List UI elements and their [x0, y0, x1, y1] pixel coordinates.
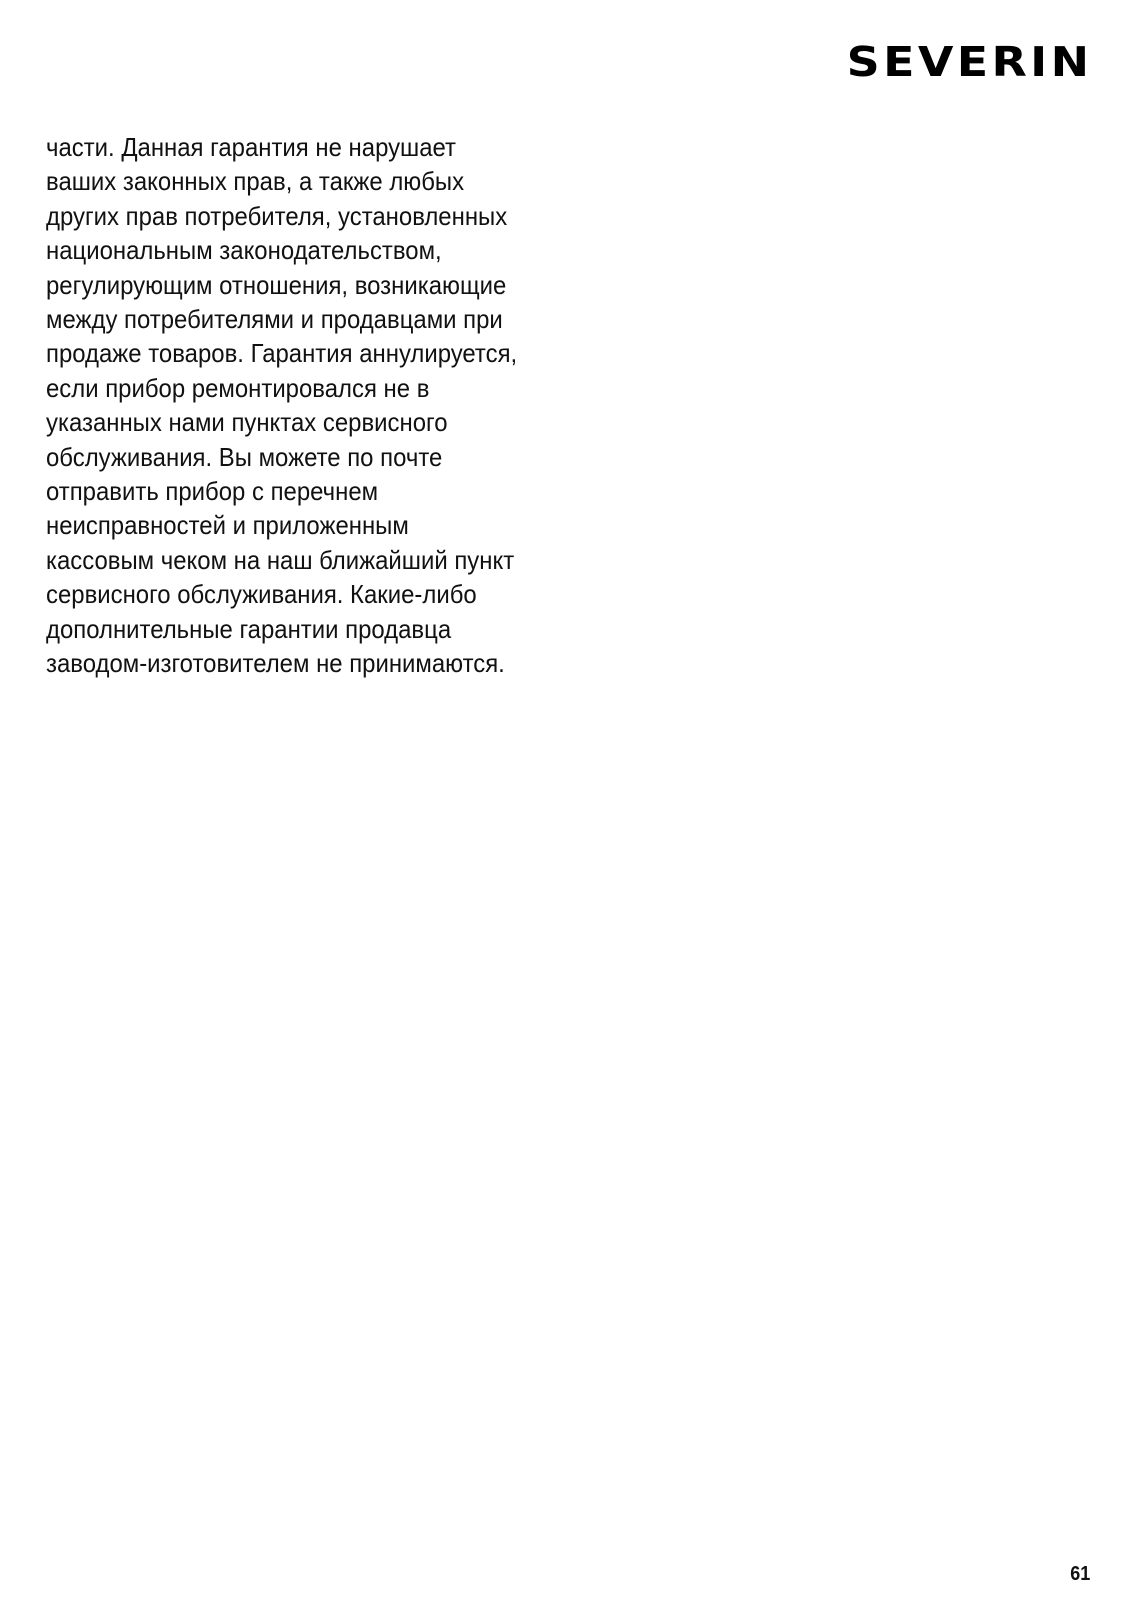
text-line: заводом-изготовителем не принимаются.	[46, 648, 505, 679]
warranty-text-column	[46, 130, 606, 681]
text-line: обслуживания. Вы можете по почте	[46, 441, 443, 472]
text-line: указанных нами пунктах сервисного	[46, 407, 448, 438]
text-line: дополнительные гарантии продавца	[46, 613, 452, 644]
text-line: части. Данная гарантия не нарушает	[46, 132, 457, 162]
text-line: если прибор ремонтировался не в	[46, 372, 430, 403]
text-line: продаже товаров. Гарантия аннулируется,	[46, 338, 518, 369]
text-line: других прав потребителя, установленных	[46, 200, 508, 231]
text-line: неисправностей и приложенным	[46, 510, 409, 541]
text-line: кассовым чеком на наш ближайший пункт	[46, 544, 515, 575]
page-number: 61	[1069, 1563, 1090, 1585]
text-line: отправить прибор с перечнем	[46, 476, 379, 507]
text-line: регулирующим отношения, возникающие	[46, 269, 507, 300]
text-line: между потребителями и продавцами при	[46, 304, 503, 335]
text-line: сервисного обслуживания. Какие-либо	[46, 579, 477, 610]
text-line: национальным законодательством,	[46, 235, 442, 266]
text-line: ваших законных прав, а также любых	[46, 166, 465, 197]
brand-logo: SEVERIN	[846, 38, 1092, 86]
